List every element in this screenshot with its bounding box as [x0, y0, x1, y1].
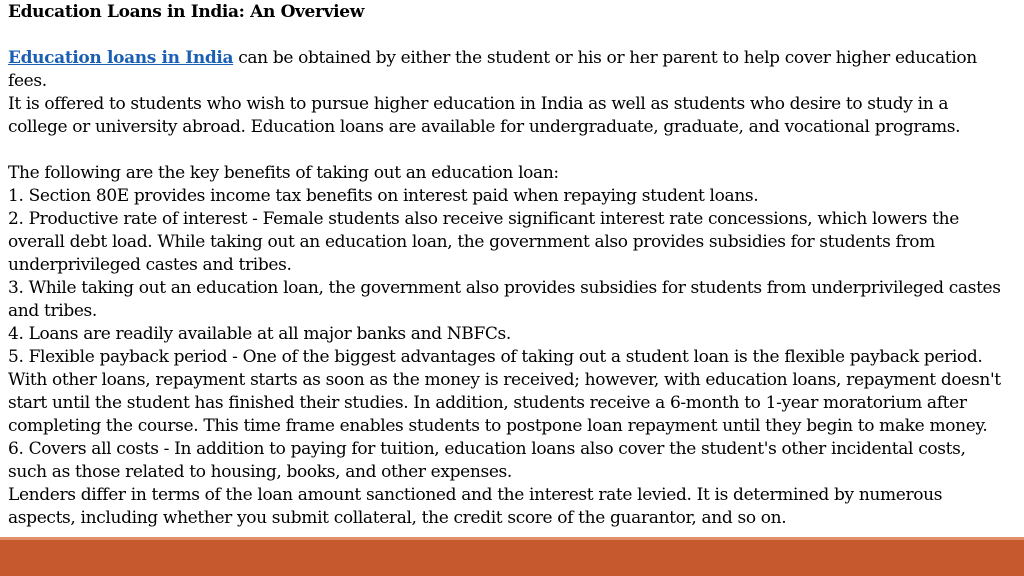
benefit-item: 6. Covers all costs - In addition to paying for tuition, education loans also cover the student's other incidental costs, such as those related to housing, books, and other expenses. [8, 439, 966, 482]
benefit-item: 4. Loans are readily available at all major banks and NBFCs. [8, 324, 511, 344]
slide-title: Education Loans in India: An Overview [8, 2, 365, 22]
benefit-item: 1. Section 80E provides income tax benefits on interest paid when repaying student loans. [8, 186, 759, 206]
benefit-item: 3. While taking out an education loan, the government also provides subsidies for students from underprivileged castes and tribes. [8, 278, 1001, 321]
benefits-heading: The following are the key benefits of taking out an education loan: [8, 163, 559, 183]
closing-paragraph: Lenders differ in terms of the loan amount sanctioned and the interest rate levied. It is determined by numerous aspects, including whether you submit collateral, the credit score of the guarantor, and so on. [8, 485, 943, 528]
intro-paragraph [8, 47, 1008, 93]
intro-text: can be obtained by either the student or his or her parent to help cover higher education fees. [8, 48, 977, 91]
footer-band [0, 537, 1024, 576]
spacer [8, 24, 1008, 47]
slide-content [8, 0, 1008, 530]
benefit-item: 2. Productive rate of interest - Female students also receive significant interest rate concessions, which lowers the overall debt load. While taking out an education loan, the government also provides subsidies for students from underprivileged castes and tribes. [8, 209, 959, 275]
offered-paragraph: It is offered to students who wish to pursue higher education in India as well as students who desire to study in a college or university abroad. Education loans are available for undergraduate, graduate, and vocational programs. [8, 94, 961, 137]
education-loans-link[interactable]: Education loans in India [8, 48, 234, 68]
benefit-item: 5. Flexible payback period - One of the biggest advantages of taking out a student loan is the flexible payback period. With other loans, repayment starts as soon as the money is received; however, with education loans, repayment doesn't start until the student has finished their studies. In addition, students receive a 6-month to 1-year moratorium after completing the course. This time frame enables students to postpone loan repayment until they begin to make money. [8, 347, 1001, 436]
spacer [8, 139, 1008, 162]
